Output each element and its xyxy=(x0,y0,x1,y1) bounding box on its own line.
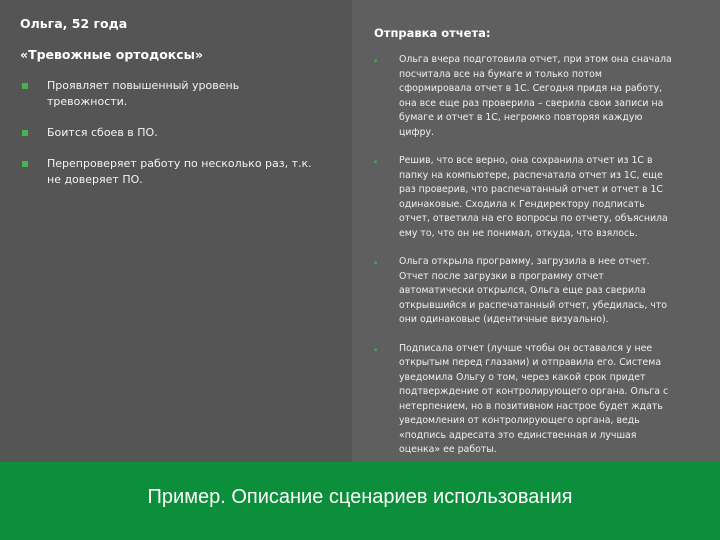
scenario-step-text: Подписала отчет (лучше чтобы он оставался у нее открытым перед глазами) и отправила его. Система уведомила Ольгу о том, через какой срок придет подтверждение от контролирующего органа. Ольга с нетерпением, но в позитивном настрое будет ждать уведомления от контролирующего органа, ведь «подпись адресата это единственная и лучшая оценка» ее работы. xyxy=(399,342,669,455)
dot-bullet-icon: • xyxy=(373,259,379,269)
trait-text: Проявляет повышенный уровень тревожности. xyxy=(47,79,240,108)
trait-item xyxy=(22,156,322,188)
persona-traits-list xyxy=(22,78,322,203)
trait-text: Перепроверяет работу по несколько раз, т.к. не доверяет ПО. xyxy=(47,157,312,186)
dot-bullet-icon: • xyxy=(373,57,379,67)
dot-bullet-icon: • xyxy=(373,345,379,356)
scenario-steps-list xyxy=(371,53,677,472)
scenario-step xyxy=(371,255,677,328)
scenario-step-text: Ольга открыла программу, загрузила в нее отчет. Отчет после загрузки в программу отчет автоматически открылся, Ольга еще раз сверила открывшийся и распечатанный отчет, убедилась, что они одинаковые (идентичные визуально). xyxy=(399,256,668,325)
persona-type: «Тревожные ортодоксы» xyxy=(20,47,204,62)
square-bullet-icon xyxy=(22,130,28,136)
trait-item xyxy=(22,78,322,110)
scenario-step xyxy=(371,342,677,458)
scenario-title: Отправка отчета: xyxy=(374,26,491,40)
footer-bar xyxy=(0,462,720,540)
scenario-step-text: Решив, что все верно, она сохранила отчет из 1С в папку на компьютере, распечатала отчет из 1С, еще раз проверив, что распечатанный отчет и отчет в 1С одинаковые. Сходила к Гендиректору подписать отчет, ответила на его вопросы по отчету, объяснила ему то, что он не понимал, откуда, что взялось. xyxy=(399,155,668,239)
footer-caption: Пример. Описание сценариев использования xyxy=(147,486,573,508)
scenario-step xyxy=(371,53,677,140)
trait-text: Боится сбоев в ПО. xyxy=(47,126,158,139)
persona-panel xyxy=(0,0,352,462)
square-bullet-icon xyxy=(22,161,28,167)
square-bullet-icon xyxy=(22,83,28,89)
trait-item xyxy=(22,125,322,141)
scenario-step-text: Ольга вчера подготовила отчет, при этом она сначала посчитала все на бумаге и только потом сформировала отчет в 1С. Сегодня придя на работу, она все еще раз проверила – сверила свои записи на бумаге и отчет в 1С, негромко повторяя каждую цифру. xyxy=(399,54,672,138)
persona-name: Ольга, 52 года xyxy=(20,16,128,31)
scenario-step xyxy=(371,154,677,241)
dot-bullet-icon: • xyxy=(373,158,379,168)
